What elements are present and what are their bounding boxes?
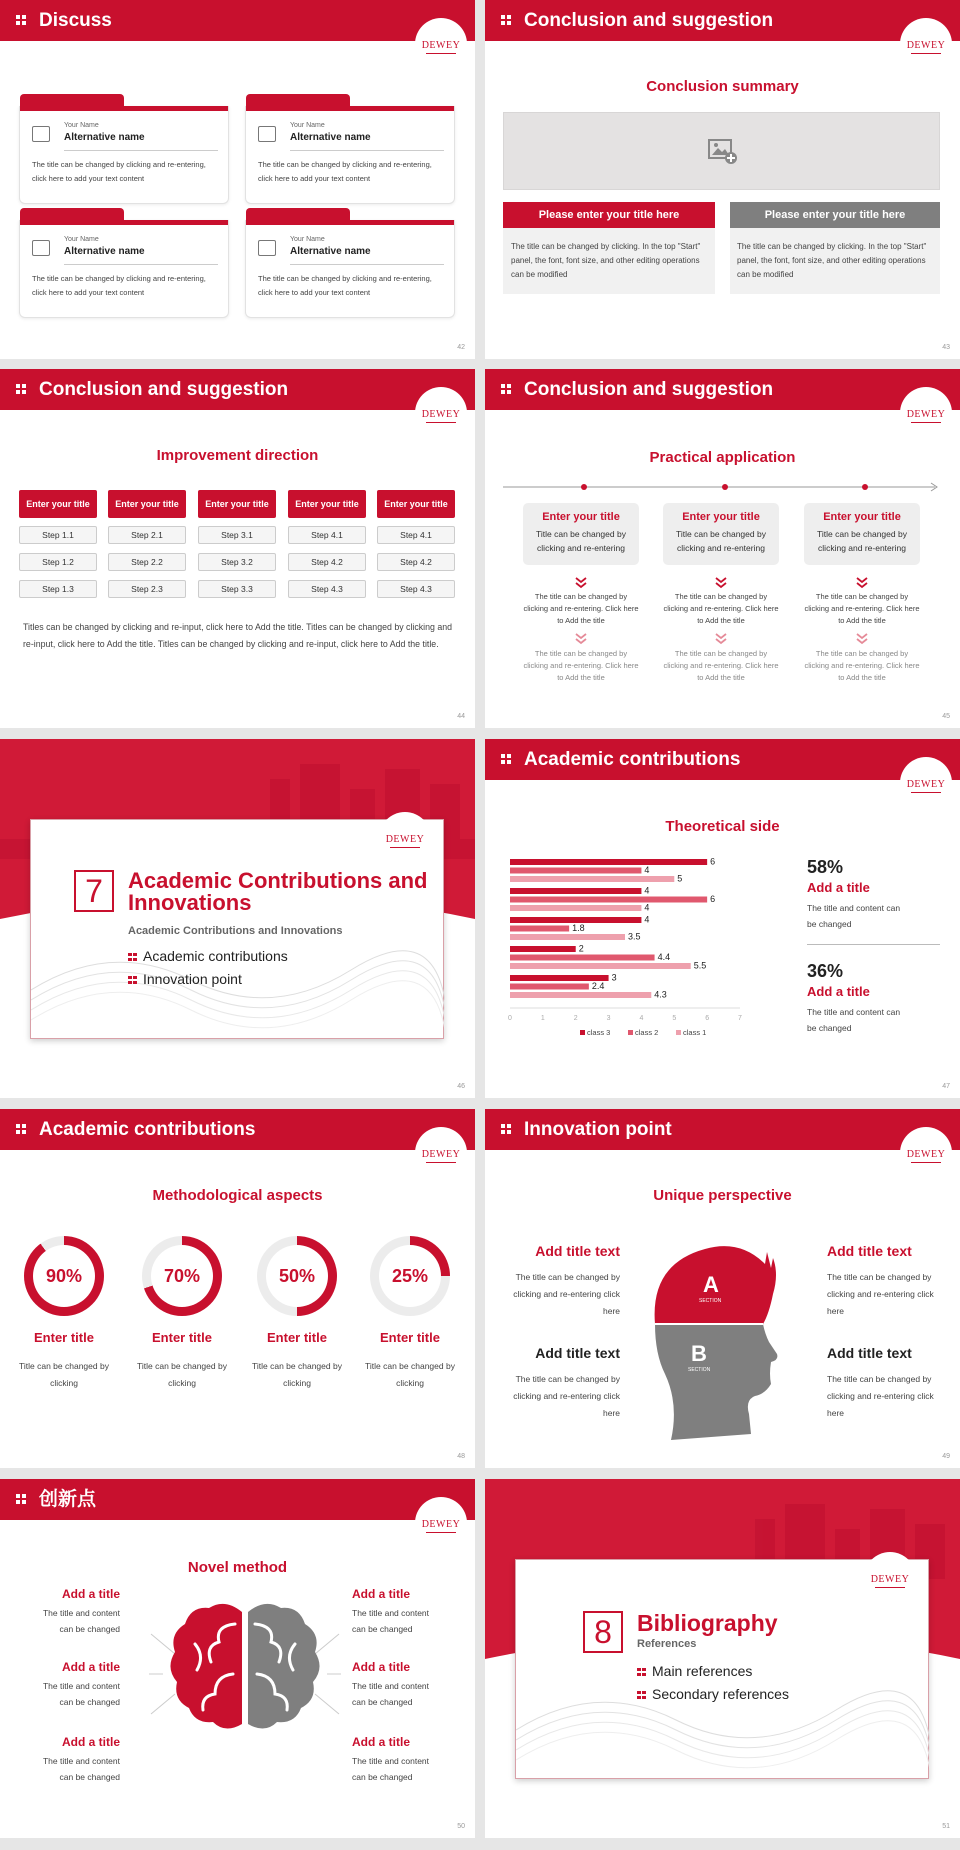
dots-icon <box>637 1691 646 1700</box>
page-number: 50 <box>457 1823 465 1830</box>
step-box[interactable]: Step 1.2 <box>19 553 97 571</box>
slide-unique-perspective[interactable] <box>485 1109 960 1468</box>
stat-text: The title and content can be changed <box>807 1007 901 1033</box>
left-title: Add title text <box>535 1345 620 1361</box>
chevron-down-icon <box>714 633 728 645</box>
legend-label: class 3 <box>587 1028 611 1037</box>
slide-title: Discuss <box>39 10 112 31</box>
page-number: 43 <box>942 344 950 351</box>
left-text: The title can be changed by clicking. In the top "Start" panel, the font, font size, and other editing operations can be modified <box>511 242 701 279</box>
chart-bar <box>510 926 569 932</box>
dewey-logo: DEWEY <box>900 1127 952 1179</box>
slide-header <box>485 739 960 780</box>
chart-bar <box>510 876 674 882</box>
x-tick-label: 6 <box>705 1015 710 1022</box>
slide-title: Innovation point <box>524 1119 672 1140</box>
bar-value-label: 6 <box>710 857 716 867</box>
right-text: The title and content can be changed <box>352 1681 430 1707</box>
page-number: 49 <box>942 1453 950 1460</box>
legend-label: class 2 <box>635 1028 659 1037</box>
profile-card[interactable]: Your Name Alternative name The title can be changed by clicking and re-entering, click here to add your text content <box>19 106 229 204</box>
slide-subtitle: Improvement direction <box>156 447 319 464</box>
slide-improvement-direction[interactable] <box>0 369 475 728</box>
dots-icon <box>637 1668 646 1677</box>
image-icon <box>32 240 50 256</box>
progress-donut: 70% <box>142 1236 222 1316</box>
slide-header <box>485 0 960 41</box>
image-icon <box>258 240 276 256</box>
right-title-box[interactable]: Please enter your title here <box>730 202 940 228</box>
page-number: 47 <box>942 1083 950 1090</box>
dewey-logo: DEWEY <box>900 18 952 70</box>
slide-title: Conclusion and suggestion <box>39 379 289 400</box>
donut-title: Enter title <box>267 1330 327 1345</box>
dewey-logo: DEWEY <box>415 18 467 70</box>
dots-icon <box>501 384 511 394</box>
step-box[interactable]: Step 4.2 <box>288 553 366 571</box>
right-text: The title can be changed by clicking and re-entering click here <box>827 1272 934 1316</box>
dewey-logo: DEWEY <box>415 1127 467 1179</box>
legend-swatch <box>580 1030 585 1035</box>
x-tick-label: 1 <box>540 1015 545 1022</box>
application-card[interactable]: Enter your title Title can be changed by clicking and re-entering <box>663 503 779 565</box>
x-tick-label: 2 <box>573 1015 578 1022</box>
dots-icon <box>128 976 137 985</box>
chart-bar <box>510 888 641 894</box>
bar-value-label: 2 <box>578 943 584 954</box>
section-number: 7 <box>74 870 114 912</box>
left-text: The title can be changed by clicking and re-entering click here <box>513 1272 620 1316</box>
step-box[interactable]: Step 4.1 <box>288 526 366 544</box>
donut-text: Title can be changed by clicking <box>252 1361 342 1388</box>
slide-title: Conclusion and suggestion <box>524 379 774 400</box>
slide-discuss[interactable] <box>0 0 475 359</box>
x-tick-label: 3 <box>606 1015 611 1022</box>
right-text: The title and content can be changed <box>352 1608 430 1634</box>
bar-value-label: 3 <box>611 972 617 983</box>
step-box[interactable]: Step 4.1 <box>377 526 455 544</box>
chart-bar <box>510 946 576 952</box>
section-subtitle: References <box>637 1638 697 1650</box>
left-text: The title and content can be changed <box>42 1681 120 1707</box>
step-box[interactable]: Step 3.3 <box>198 580 276 598</box>
bar-value-label: 4 <box>644 885 650 896</box>
column-title-button[interactable]: Enter your title <box>108 490 186 518</box>
right-text: The title can be changed by clicking. In the top "Start" panel, the font, font size, and other editing operations can be modified <box>737 242 927 279</box>
slide-header <box>0 1109 475 1150</box>
slide-title: Academic contributions <box>524 749 741 770</box>
slide-subtitle: Novel method <box>187 1559 288 1576</box>
donut-text: Title can be changed by clicking <box>365 1361 455 1388</box>
column-title-button[interactable]: Enter your title <box>377 490 455 518</box>
slide-header <box>485 1109 960 1150</box>
slide-header <box>0 1479 475 1520</box>
application-card[interactable]: Enter your title Title can be changed by clicking and re-entering <box>523 503 639 565</box>
slide-subtitle: Theoretical side <box>665 818 780 835</box>
slide-header <box>0 369 475 410</box>
step-box[interactable]: Step 1.1 <box>19 526 97 544</box>
chevron-down-icon <box>574 577 588 589</box>
slide-title: Academic contributions <box>39 1119 256 1140</box>
legend-label: class 1 <box>683 1028 707 1037</box>
slide-theoretical-side[interactable] <box>485 739 960 1098</box>
x-tick-label: 5 <box>672 1015 677 1022</box>
right-title: Add title text <box>827 1345 912 1361</box>
chart-bar <box>510 859 707 865</box>
slide-practical-application[interactable]: Conclusion and suggestion DEWEY Practical application Enter your title Title can be changed by clicking and re-entering Enter your title Title can be changed by clicking and re-entering Enter your title Title can be changed by clicking and re-entering The title can be changed by clicking and re-entering. Click here to Add the title The title can be changed by clicking and re-entering. Click here to Add the title The title can be changed by clicking and re-entering. Click here to Add the title The title can be changed by clicking and re-entering. Click here to Add the title The title can be changed by clicking and re-entering. Click here to Add the title The title can be changed by clicking and re-entering. Click here to Add the title 45 <box>485 369 960 728</box>
dots-icon <box>16 15 26 25</box>
bar-value-label: 6 <box>710 894 716 904</box>
section-number: 8 <box>583 1611 623 1653</box>
dewey-logo: DEWEY <box>379 812 431 864</box>
column-title-button[interactable]: Enter your title <box>198 490 276 518</box>
step-box[interactable]: Step 3.2 <box>198 553 276 571</box>
step-box[interactable]: Step 4.2 <box>377 553 455 571</box>
bar-value-label: 5 <box>677 873 683 884</box>
chevron-down-icon <box>714 577 728 589</box>
dots-icon <box>128 953 137 962</box>
slide-header <box>0 0 475 41</box>
dots-icon <box>501 15 511 25</box>
section-title: Bibliography <box>637 1610 778 1636</box>
bar-value-label: 4 <box>644 914 650 925</box>
chart-bar <box>510 905 641 911</box>
dots-icon <box>16 384 26 394</box>
bar-value-label: 4 <box>644 902 650 913</box>
timeline-arrow <box>503 481 943 493</box>
image-icon <box>258 126 276 142</box>
head-profile-icon <box>645 1234 785 1454</box>
bar-value-label: 4.3 <box>654 989 667 1000</box>
slide-section-8[interactable] <box>485 1479 960 1838</box>
slide-subtitle: Practical application <box>649 449 796 466</box>
slide-novel-method[interactable] <box>0 1479 475 1838</box>
chart-bar <box>510 992 651 998</box>
chevron-down-icon <box>574 633 588 645</box>
slide-title: Conclusion and suggestion <box>524 10 774 31</box>
progress-donut: 50% <box>257 1236 337 1316</box>
left-text: The title and content can be changed <box>42 1756 120 1782</box>
left-text: The title and content can be changed <box>42 1608 120 1634</box>
section-a-caption: SECTION <box>699 1298 722 1304</box>
donut-title: Enter title <box>152 1330 212 1345</box>
donut-title: Enter title <box>380 1330 440 1345</box>
page-number: 48 <box>457 1453 465 1460</box>
stat-value: 58% <box>807 857 844 877</box>
section-b-caption: SECTION <box>688 1367 711 1373</box>
column-title-button[interactable]: Enter your title <box>288 490 366 518</box>
section-a-label: A <box>703 1272 719 1297</box>
step-box[interactable]: Step 2.3 <box>108 580 186 598</box>
dots-icon <box>16 1494 26 1504</box>
body-text: Titles can be changed by clicking and re-input, click here to Add the title. Titles can be changed by clicking and re-input, click here to Add the title. Titles can be changed by clicking and re-input, click here to Add the title. <box>23 622 453 649</box>
left-title-box[interactable]: Please enter your title here <box>503 202 715 228</box>
right-title: Add title text <box>827 1243 912 1259</box>
image-placeholder[interactable] <box>503 112 940 190</box>
image-icon <box>32 126 50 142</box>
chart-bar <box>510 868 641 874</box>
step-box[interactable]: Step 1.3 <box>19 580 97 598</box>
dewey-logo: DEWEY <box>900 387 952 439</box>
bar-value-label: 5.5 <box>693 960 707 971</box>
stat-text: The title and content can be changed <box>807 903 901 929</box>
section-item[interactable]: Innovation point <box>128 971 242 987</box>
right-text: The title and content can be changed <box>352 1756 430 1782</box>
section-item[interactable]: Main references <box>637 1663 752 1679</box>
dewey-logo: DEWEY <box>415 387 467 439</box>
bar-chart <box>485 857 755 1092</box>
left-title: Add title text <box>535 1243 620 1259</box>
legend-swatch <box>628 1030 633 1035</box>
donut-text: Title can be changed by clicking <box>19 1361 109 1388</box>
step-box[interactable]: Step 4.3 <box>377 580 455 598</box>
progress-donut: 25% <box>370 1236 450 1316</box>
slide-methodological-aspects[interactable] <box>0 1109 475 1468</box>
slide-subtitle: Methodological aspects <box>152 1187 323 1204</box>
column-title-button[interactable]: Enter your title <box>19 490 97 518</box>
page-number: 45 <box>942 713 950 720</box>
step-box[interactable]: Step 4.3 <box>288 580 366 598</box>
left-title: Add a title <box>61 1660 120 1674</box>
left-text: The title can be changed by clicking and re-entering click here <box>513 1374 620 1418</box>
x-tick-label: 0 <box>508 1015 512 1022</box>
chart-bar <box>510 984 589 990</box>
slide-header <box>485 369 960 410</box>
dots-icon <box>16 1124 26 1134</box>
dewey-logo: DEWEY <box>900 757 952 809</box>
chart-bar <box>510 963 691 969</box>
bar-value-label: 4 <box>644 865 650 875</box>
bar-value-label: 2.4 <box>591 981 605 991</box>
section-title: Academic Contributions and Innovations <box>128 868 428 915</box>
add-image-icon <box>708 137 738 165</box>
step-box[interactable]: Step 3.1 <box>198 526 276 544</box>
dots-icon <box>501 754 511 764</box>
legend-swatch <box>676 1030 681 1035</box>
right-title: Add a title <box>352 1587 411 1601</box>
section-card <box>30 819 444 1039</box>
chevron-down-icon <box>855 633 869 645</box>
slide-title: 创新点 <box>39 1489 97 1510</box>
chart-bar <box>510 897 707 903</box>
stat-title: Add a title <box>807 880 870 895</box>
step-box[interactable]: Step 2.2 <box>108 553 186 571</box>
chevron-down-icon <box>855 577 869 589</box>
dewey-logo: DEWEY <box>415 1497 467 1549</box>
page-number: 46 <box>457 1083 465 1090</box>
application-card[interactable]: Enter your title Title can be changed by clicking and re-entering <box>804 503 920 565</box>
dewey-logo: DEWEY <box>864 1552 916 1604</box>
right-title: Add a title <box>352 1660 411 1674</box>
bar-value-label: 3.5 <box>628 931 641 942</box>
stat-value: 36% <box>807 961 844 981</box>
x-tick-label: 7 <box>738 1015 742 1022</box>
section-item[interactable]: Secondary references <box>637 1686 789 1702</box>
left-title: Add a title <box>61 1587 120 1601</box>
bar-value-label: 1.8 <box>572 923 585 933</box>
profile-card[interactable]: Your Name Alternative name The title can be changed by clicking and re-entering, click here to add your text content <box>245 106 455 204</box>
slide-subtitle: Conclusion summary <box>646 78 799 95</box>
slide-section-7[interactable] <box>0 739 475 1098</box>
profile-card[interactable]: Your Name Alternative name The title can be changed by clicking and re-entering, click here to add your text content <box>19 220 229 318</box>
section-item[interactable]: Academic contributions <box>128 948 288 964</box>
profile-card[interactable]: Your Name Alternative name The title can be changed by clicking and re-entering, click here to add your text content <box>245 220 455 318</box>
step-box[interactable]: Step 2.1 <box>108 526 186 544</box>
donut-title: Enter title <box>34 1330 94 1345</box>
right-text: The title can be changed by clicking and re-entering click here <box>827 1374 934 1418</box>
chart-bar <box>510 955 655 961</box>
chart-bar <box>510 934 625 940</box>
page-number: 51 <box>942 1823 950 1830</box>
section-subtitle: Academic Contributions and Innovations <box>128 925 343 937</box>
page-number: 42 <box>457 344 465 351</box>
right-title: Add a title <box>352 1735 411 1749</box>
section-card <box>515 1559 929 1779</box>
stat-title: Add a title <box>807 984 870 999</box>
page-number: 44 <box>457 713 465 720</box>
x-tick-label: 4 <box>639 1015 644 1022</box>
slide-conclusion-summary[interactable] <box>485 0 960 359</box>
dots-icon <box>501 1124 511 1134</box>
left-title: Add a title <box>61 1735 120 1749</box>
donut-text: Title can be changed by clicking <box>137 1361 227 1388</box>
slide-subtitle: Unique perspective <box>653 1187 792 1204</box>
brain-icon <box>145 1584 345 1744</box>
bar-value-label: 4.4 <box>657 952 671 962</box>
section-b-label: B <box>691 1341 707 1366</box>
progress-donut: 90% <box>24 1236 104 1316</box>
